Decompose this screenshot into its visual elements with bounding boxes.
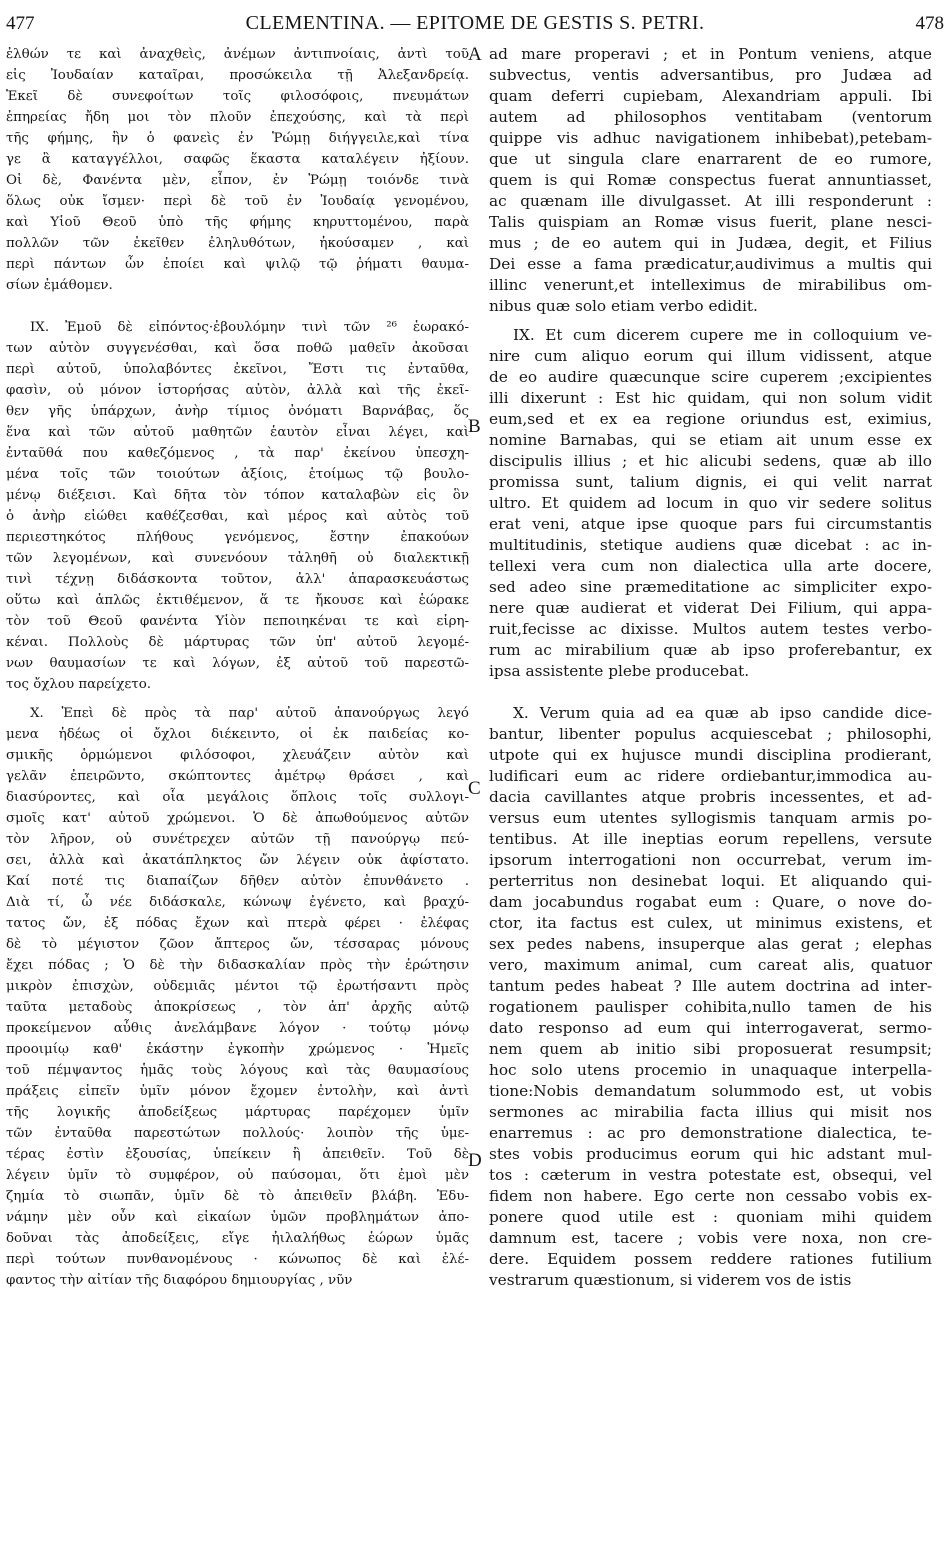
text-line: σει, ἀλλὰ καὶ ἀκατάπληκτος ὤν λέγειν οὐκ ἀφίστατο.: [6, 853, 469, 868]
text-line: καὶ Υἱοῦ Θεοῦ ὑπὸ τῆς φήμης κηρυττομένου, παρὰ: [6, 215, 469, 230]
text-line: discipulis illius ; et hic alicubi sedens, quæ ab illo: [489, 452, 932, 470]
text-line: dato responso ad eum qui interrogaverat, sermo-: [489, 1019, 932, 1037]
text-line: eum,sed et ex ea regione oriundus est, eximius,: [489, 410, 932, 428]
text-line: Οἱ δὲ, Φανέντα μὲν, εἶπον, ἐν Ῥώμῃ τοιόνδε τινὰ: [6, 173, 469, 188]
page-number-left: 477: [6, 13, 35, 34]
paragraph-gap: [6, 695, 469, 703]
greek-paragraph-1: [6, 44, 469, 296]
text-line: hoc solo utens procemio in unaquaque interpella-: [489, 1061, 932, 1079]
text-line: δοῦναι τὰς ἀποδείξεις, εἴγε ἠιλαλήθως ἑώρων ὑμᾶς: [6, 1231, 469, 1246]
text-line: ὁ ἀνὴρ εἰώθει καθέζεσθαι, καὶ μέρος καὶ αὐτὸς τοῦ: [6, 509, 469, 524]
text-line: dere. Equidem possem reddere rationes futilium: [489, 1250, 932, 1268]
text-line: subvectus, ventis adversantibus, pro Judæa ad: [489, 66, 932, 84]
paragraph-gap: [489, 317, 932, 325]
page-number-right: 478: [915, 13, 944, 34]
text-line: rum ac mirabilium quæ ab ipso proferebantur, ex: [489, 641, 932, 659]
text-line: κέναι. Πολλοὺς δὲ μάρτυρας τῶν ὑπ' αὐτοῦ λεγομέ-: [6, 635, 469, 650]
text-line: IX. Et cum dicerem cupere me in colloquium ve-: [513, 326, 932, 344]
text-line: vestrarum quæstionum, si viderem vos de istis: [489, 1271, 852, 1289]
text-line: vero, maximum animal, cum careat alis, quatuor: [489, 956, 932, 974]
text-line: ipsorum interrogationi non occurrebat, verum im-: [489, 851, 932, 869]
text-line: των αὐτὸν συγγενέσθαι, καὶ ὅσα ποθῶ μαθεῖν ἀκοῦσαι: [6, 341, 469, 356]
text-line: ἐλθών τε καὶ ἀναχθεὶς, ἀνέμων ἀντιπνοίαις, ἀντὶ τοῦ: [6, 47, 469, 62]
latin-paragraph-1: [489, 44, 932, 317]
text-line: σίων ἐμάθομεν.: [6, 278, 113, 293]
text-line: nibus quæ solo etiam verbo edidit.: [489, 297, 758, 315]
text-line: τὸν τοῦ Θεοῦ φανέντα Υἱὸν πεποιηκέναι τε καὶ εἰρη-: [6, 614, 469, 629]
text-line: Talis quispiam an Romæ visus fuerit, plane nesci-: [489, 213, 932, 231]
latin-paragraph-ix: [489, 325, 932, 682]
text-line: προοιμίῳ καθ' ἑκάστην ἐγκοπὴν χρώμενος · Ἡμεῖς: [6, 1042, 469, 1057]
text-line: λέγειν ὑμῖν τὸ συμφέρον, οὐ παύσομαι, ὅτι ἐμοὶ μὲν: [6, 1168, 469, 1183]
text-line: autem ad philosophos ventitabam (ventorum: [489, 108, 932, 126]
paragraph-gap: [489, 682, 932, 703]
text-line: σμοῖς κατ' αὐτοῦ χρώμενοι. Ὁ δὲ ἀπωθούμενος αὐτῶν: [6, 811, 469, 826]
text-line: tellexi vera cum non dialectica ulla arte docere,: [489, 557, 932, 575]
text-line: sed adeo sine præmeditatione ac simpliciter expo-: [489, 578, 932, 596]
text-line: θεν γῆς ὑπάρχων, ἀνὴρ τίμιος ὀνόματι Βαρνάβας, ὅς: [6, 404, 469, 419]
text-line: X. Verum quia ad ea quæ ab ipso candide dice-: [513, 704, 932, 722]
text-line: τοῦ πέμψαντος ἡμᾶς τοὺς λόγους καὶ τὰς θαυμασίους: [6, 1063, 469, 1078]
text-line: enarremus : ac pro demonstratione dialectica, te-: [489, 1124, 932, 1142]
text-line: ponere quod utile est : quoniam mihi quidem: [489, 1208, 932, 1226]
text-line: nomine Barnabas, qui se etiam ait unum esse ex: [489, 431, 932, 449]
text-line: de eo audire quæcunque scire cuperem ;excipientes: [489, 368, 932, 386]
text-line: πολλῶν τῶν ἐκεῖθεν ἐληλυθότων, ἠκούσαμεν , καὶ: [6, 236, 469, 251]
text-line: τῆς φήμης, ἣν ὁ φανεὶς ἐν Ῥώμῃ διήγγειλε,καὶ τίνα: [6, 131, 469, 146]
text-line: νάμην μὲν οὖν καὶ εἰκαίων ὑμῶν προβλημάτων ἀπο-: [6, 1210, 469, 1225]
text-line: X. Ἐπεὶ δὲ πρὸς τὰ παρ' αὐτοῦ ἀπανούργως λεγό: [30, 706, 469, 721]
running-title: CLEMENTINA. — EPITOME DE GESTIS S. PETRI.: [245, 12, 705, 34]
text-line: tione:Nobis demandatum solummodo est, ut vobis: [489, 1082, 932, 1100]
text-line: τῆς λογικῆς ἀποδείξεως μάρτυρας παρέχομεν ὑμῖν: [6, 1105, 469, 1120]
text-line: τατος ὤν, ἐξ πόδας ἔχων καὶ πτερὰ φέρει · ἐλέφας: [6, 916, 469, 931]
text-line: multitudinis, stetique audiens quæ dicebat : ac in-: [489, 536, 932, 554]
text-line: γε ἃ καταγγέλλοι, σαφῶς ἕκαστα καταλέγειν ἠξίουν.: [6, 152, 469, 167]
margin-letter-d: D: [468, 1150, 482, 1171]
text-line: rogationem paulisper cohibita,nullo tamen de his: [489, 998, 932, 1016]
text-line: μένῳ διέξεισι. Καὶ δῆτα τὸν τόπον καταλαβὼν εἰς ὃν: [6, 488, 469, 503]
text-line: ludificari eum ac ridere ordiebantur,immodica au-: [489, 767, 932, 785]
text-line: quam deferri cupiebam, Alexandriam appuli. Ibi: [489, 87, 932, 105]
text-line: οὕτω καὶ ἁπλῶς ἐκτιθέμενον, ἅ τε ἤκουσε καὶ ἑώρακε: [6, 593, 469, 608]
text-line: promissa sunt, talium dignis, ei qui velit narrat: [489, 473, 932, 491]
text-line: dam jocabundus rogabat eum : Quare, o nove do-: [489, 893, 932, 911]
text-line: IX. Ἐμοῦ δὲ εἰπόντος·ἐβουλόμην τινὶ τῶν ²⁶ ἑωρακό-: [30, 320, 469, 335]
text-line: περὶ αὐτοῦ, ὑπολαβόντες ἐκεῖνοι, Ἔστι τις ἐνταῦθα,: [6, 362, 469, 377]
margin-letter-b: B: [468, 416, 481, 437]
text-line: ἐπηρείας ἤδη μοι τὸν πλοῦν ἐπεχούσης, καὶ τὰ περὶ: [6, 110, 469, 125]
greek-paragraph-ix: [6, 317, 469, 695]
text-line: nire cum aliquo eorum qui illum vidissent, atque: [489, 347, 932, 365]
text-line: πράξεις εἰπεῖν ὑμῖν μόνον ἔχομεν ἐντολὴν, καὶ ἀντὶ: [6, 1084, 469, 1099]
text-line: φασὶν, οὐ μόνον ἱστορήσας αὐτὸν, ἀλλὰ καὶ τῆς ἐκεῖ-: [6, 383, 469, 398]
text-line: tentibus. At ille ineptias eorum repellens, versute: [489, 830, 932, 848]
text-line: τὸν λῆρον, οὐ συνέτρεχεν αὐτῶν τῇ πανούργῳ πεύ-: [6, 832, 469, 847]
text-line: nere quæ audierat et viderat Dei Filium, qui appa-: [489, 599, 932, 617]
text-line: ipsa assistente plebe producebat.: [489, 662, 750, 680]
text-line: τινὶ τέχνῃ διδάσκοντα τοῦτον, ἀλλ' ἀπαρασκευάστως: [6, 572, 469, 587]
text-line: stes vobis producimus eorum qui hic adstant mul-: [489, 1145, 932, 1163]
text-line: ctor, ita factus est culex, ut minimus existens, et: [489, 914, 932, 932]
text-line: ταῦτα μεταδοὺς ἀποκρίσεως , τὸν ἀπ' ἀρχῆς αὐτῷ: [6, 1000, 469, 1015]
text-line: περιεστηκότος πλήθους γενόμενος, ἔστην ἐπακούων: [6, 530, 469, 545]
text-line: μενα ἡδέως οἱ ὄχλοι διέκειντο, οἱ ἐκ παιδείας κο-: [6, 727, 469, 742]
text-line: bantur, libenter populus acquiescebat ; philosophi,: [489, 725, 932, 743]
text-line: illi dixerunt : Est hic quidam, qui non solum vidit: [489, 389, 932, 407]
text-line: mus ; de eo autem qui in Judæa, degit, et Filius: [489, 234, 932, 252]
text-line: τῶν ἐνταῦθα παρεστώτων πολλούς· λοιπὸν τῆς ὑμε-: [6, 1126, 469, 1141]
text-line: νων θαυμασίων τε καὶ λόγων, ἐξ αὐτοῦ τοῦ παρεστῶ-: [6, 656, 469, 671]
text-line: quem is qui Romæ conspectus fuerat annuntiasset,: [489, 171, 932, 189]
text-line: μένα τοῖς τῶν τοιούτων ἀξίοις, ἑτοίμως τῷ βουλο-: [6, 467, 469, 482]
text-line: nem quem ab initio sibi proposuerat resumpsit;: [489, 1040, 932, 1058]
paragraph-gap: [6, 296, 469, 317]
text-line: Καί ποτέ τις διαπαίζων δῆθεν αὐτὸν ἐπυνθάνετο .: [6, 874, 469, 889]
latin-column: [489, 44, 932, 1291]
text-line: ac quænam ille divulgasset. At illi responderunt :: [489, 192, 932, 210]
text-line: tantum pedes habeat ? Ille autem doctrina ad inter-: [489, 977, 932, 995]
text-line: προκείμενον αὖθις ἀνελάμβανε λόγον · τούτῳ μόνῳ: [6, 1021, 469, 1036]
text-line: τέρας ἐστὶν ἐξουσίας, ὑπείκειν ἢ ἀπειθεῖν. Τοῦ δὲ: [6, 1147, 469, 1162]
text-line: ὅλως οὐκ ἴσμεν· περὶ δὲ τοῦ ἐν Ἰουδαίᾳ γενομένου,: [6, 194, 469, 209]
text-line: περὶ πάντων ὧν ἐποίει καὶ ψιλῷ τῷ ῥήματι θαυμα-: [6, 257, 469, 272]
text-line: sermones ac mirabilia facta illius qui misit nos: [489, 1103, 932, 1121]
text-line: διασύροντες, καὶ οἷα μεγάλοις ὅπλοις τοῖς συλλογι-: [6, 790, 469, 805]
text-line: illinc venerunt,et intelleximus de mirabilibus om-: [489, 276, 932, 294]
text-line: dacia cavillantes atque probris incessentes, et ad-: [489, 788, 932, 806]
text-line: ἐνταῦθά που καθεζόμενος , τὰ παρ' ἐκείνου ὑπεσχη-: [6, 446, 469, 461]
text-line: εἰς Ἰουδαίαν καταῖραι, προσώκειλα τῇ Ἀλεξανδρείᾳ.: [6, 68, 469, 83]
greek-column: [6, 44, 469, 1291]
text-line: ἔχει πόδας ; Ὁ δὲ τὴν διδασκαλίαν πρὸς τὴν ἐρώτησιν: [6, 958, 469, 973]
text-line: perterritus non desinebat loqui. Et aliquando qui-: [489, 872, 932, 890]
text-line: ruit,fecisse ac dixisse. Multos autem testes verbo-: [489, 620, 932, 638]
text-line: τος ὄχλου παρείχετο.: [6, 677, 152, 692]
text-line: περὶ τούτων πυνθανομένους · κώνωπος δὲ καὶ ἐλέ-: [6, 1252, 469, 1267]
text-line: τῶν λεγομένων, καὶ συνενόουν τἀληθῆ οὐ διαλεκτικῇ: [6, 551, 469, 566]
text-line: fidem non habere. Ego certe non cessabo vobis ex-: [489, 1187, 932, 1205]
text-line: Dei esse a fama prædicatur,audivimus a multis qui: [489, 255, 932, 273]
text-line: δὲ τὸ μέγιστον ζῶον ἄπτερος ὤν, τέσσαρας μόνους: [6, 937, 469, 952]
text-line: damnum est, tacere ; vobis vere noxa, non cre-: [489, 1229, 932, 1247]
text-line: ultro. Et quidem ad locum in quo vir sedere solitus: [489, 494, 932, 512]
latin-paragraph-x: [489, 703, 932, 1291]
text-line: ζημία τὸ σιωπᾶν, ὑμῖν δὲ τὸ ἀπειθεῖν βλάβη. Ἐδυ-: [6, 1189, 469, 1204]
text-line: φαντος τὴν αἰτίαν τῆς διαφόρου δημιουργίας , νῦν: [6, 1273, 353, 1288]
text-line: μικρὸν ἐπισχὼν, οὐδεμιᾶς μέντοι τῷ ἐρωτήσαντι πρὸς: [6, 979, 469, 994]
text-line: sex pedes nabens, insuperque alas gerat ; elephas: [489, 935, 932, 953]
text-line: ad mare properavi ; et in Pontum veniens, atque: [489, 45, 932, 63]
text-line: Διὰ τί, ὦ νέε διδάσκαλε, κώνωψ ἐγένετο, καὶ βραχύ-: [6, 895, 469, 910]
text-line: ἕνα καὶ τῶν αὐτοῦ μαθητῶν ἑαυτὸν εἶναι λέγει, καὶ: [6, 425, 469, 440]
text-line: versus eum utentes syllogismis tanquam armis po-: [489, 809, 932, 827]
text-line: γελᾶν ἐπειρῶντο, σκώπτοντες ἀμέτρῳ θράσει , καὶ: [6, 769, 469, 784]
text-line: utpote qui ex hujusce mundi disciplina prodierant,: [489, 746, 932, 764]
text-line: quippe vis adhuc navigationem inhibebat),petebam-: [489, 129, 932, 147]
text-line: que ut singula clare enarrarent de eo rumore,: [489, 150, 932, 168]
margin-letter-a: A: [468, 44, 482, 65]
margin-letter-c: C: [468, 778, 481, 799]
running-header: [6, 12, 944, 42]
greek-paragraph-x: [6, 703, 469, 1291]
text-line: σμικῆς ὁρμώμενοι φιλόσοφοι, χλευάζειν αὐτὸν καὶ: [6, 748, 469, 763]
text-line: tos : cæterum in vestra potestate est, obsequi, vel: [489, 1166, 932, 1184]
text-line: Ἐκεῖ δὲ συνεφοίτων τοῖς φιλοσόφοις, πνευμάτων: [6, 89, 469, 104]
text-line: erat veni, atque ipse quoque pars fui circumstantis: [489, 515, 932, 533]
